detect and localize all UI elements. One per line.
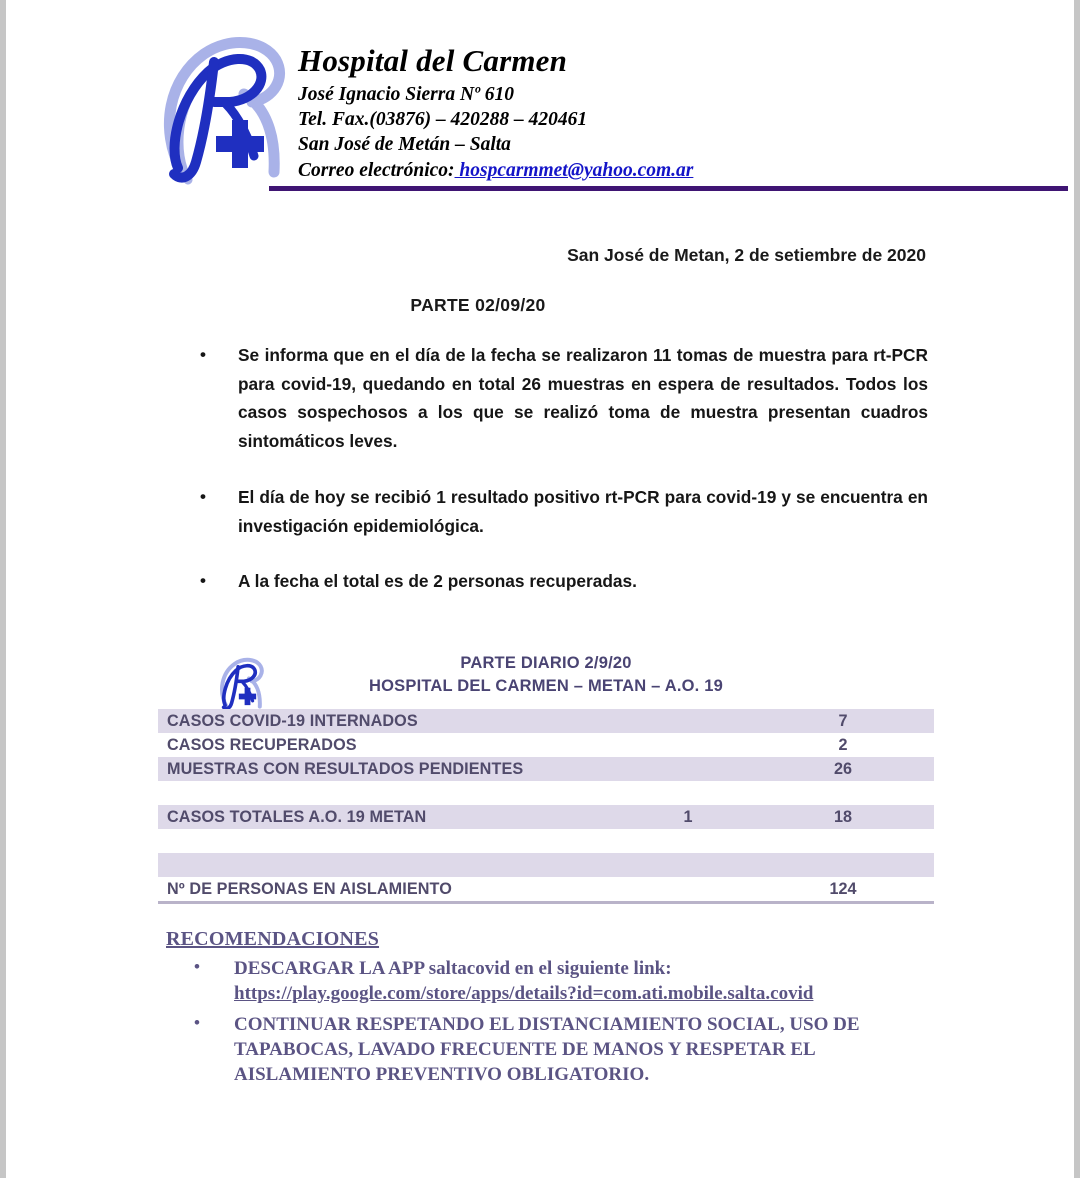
saltacovid-app-link[interactable]: https://play.google.com/store/apps/details?id=com.ati.mobile.salta.covid: [234, 983, 814, 1005]
summary-section: [158, 652, 934, 904]
list-item: [198, 483, 928, 540]
bullet-list: [198, 341, 928, 596]
list-item: [198, 567, 928, 596]
letterhead: [6, 0, 1074, 200]
hospital-name: Hospital del Carmen: [298, 43, 568, 78]
recommendations-section: [166, 928, 936, 1087]
row-value: 7: [838, 711, 848, 730]
recommendation-item: [166, 956, 936, 1007]
bullet-icon: •: [200, 345, 206, 364]
recommendation-text: DESCARGAR LA APP saltacovid en el siguiente link:: [234, 958, 672, 979]
row-value: 2: [838, 735, 848, 754]
table-row-spacer: [158, 853, 934, 877]
summary-heading-line-2: HOSPITAL DEL CARMEN – METAN – A.O. 19: [369, 677, 723, 696]
bullet-icon: •: [194, 957, 200, 976]
header-divider-rule: [269, 186, 1068, 191]
row-value: 124: [829, 879, 857, 898]
page-title: PARTE 02/09/20: [410, 295, 546, 315]
table-row: [158, 877, 934, 904]
recommendation-item: [166, 1012, 936, 1088]
table-row: [158, 709, 934, 733]
document-date: San José de Metan, 2 de setiembre de 2020: [567, 245, 926, 265]
row-label: CASOS TOTALES A.O. 19 METAN: [167, 807, 427, 826]
bullet-icon: •: [200, 571, 206, 591]
list-item-text: A la fecha el total es de 2 personas recuperadas.: [238, 571, 637, 592]
row-label: MUESTRAS CON RESULTADOS PENDIENTES: [167, 759, 524, 778]
bullet-icon: •: [200, 486, 206, 506]
list-item: [198, 341, 928, 456]
row-label: CASOS COVID-19 INTERNADOS: [167, 711, 418, 730]
row-value: 18: [833, 807, 852, 826]
letterhead-text: [298, 44, 693, 183]
recommendations-title: RECOMENDACIONES: [166, 928, 380, 950]
row-label: Nº DE PERSONAS EN AISLAMIENTO: [167, 879, 452, 898]
bullet-icon: •: [194, 1012, 200, 1032]
list-item-text: El día de hoy se recibió 1 resultado positivo rt-PCR para covid-19 y se encuentra en investigación epidemiológica.: [238, 486, 928, 536]
table-row-spacer: [158, 829, 934, 853]
table-row-spacer: [158, 781, 934, 805]
summary-heading-line-1: PARTE DIARIO 2/9/20: [460, 654, 632, 672]
hospital-del-carmen-logo-small: [214, 656, 268, 712]
list-item-text: Se informa que en el día de la fecha se realizaron 11 tomas de muestra para rt-PCR para covid-19, quedando en total 26 muestras en espera de resultados. Todos los casos sospechosos a los que se realizó toma de muestra presentan cuadros sintomáticos leves.: [238, 345, 928, 452]
hospital-del-carmen-logo: [152, 32, 292, 187]
hospital-city: San José de Metán – Salta: [298, 134, 511, 156]
row-mid-value: 1: [683, 807, 693, 826]
email-link[interactable]: hospcarmmet@yahoo.com.ar: [454, 159, 694, 181]
hospital-address: José Ignacio Sierra Nº 610: [298, 83, 515, 105]
summary-table: [158, 709, 934, 904]
table-row: [158, 805, 934, 829]
email-label: Correo electrónico:: [298, 159, 455, 181]
recommendation-text: CONTINUAR RESPETANDO EL DISTANCIAMIENTO SOCIAL, USO DE TAPABOCAS, LAVADO FRECUENTE DE MANOS Y RESPETAR EL AISLAMIENTO PREVENTIVO OBLIGATORIO.: [234, 1013, 860, 1086]
table-row: [158, 757, 934, 781]
table-row: [158, 733, 934, 757]
hospital-phone: Tel. Fax.(03876) – 420288 – 420461: [298, 109, 588, 131]
hospital-email-line: [298, 158, 693, 183]
row-value: 26: [833, 759, 852, 778]
row-label: CASOS RECUPERADOS: [167, 735, 357, 754]
